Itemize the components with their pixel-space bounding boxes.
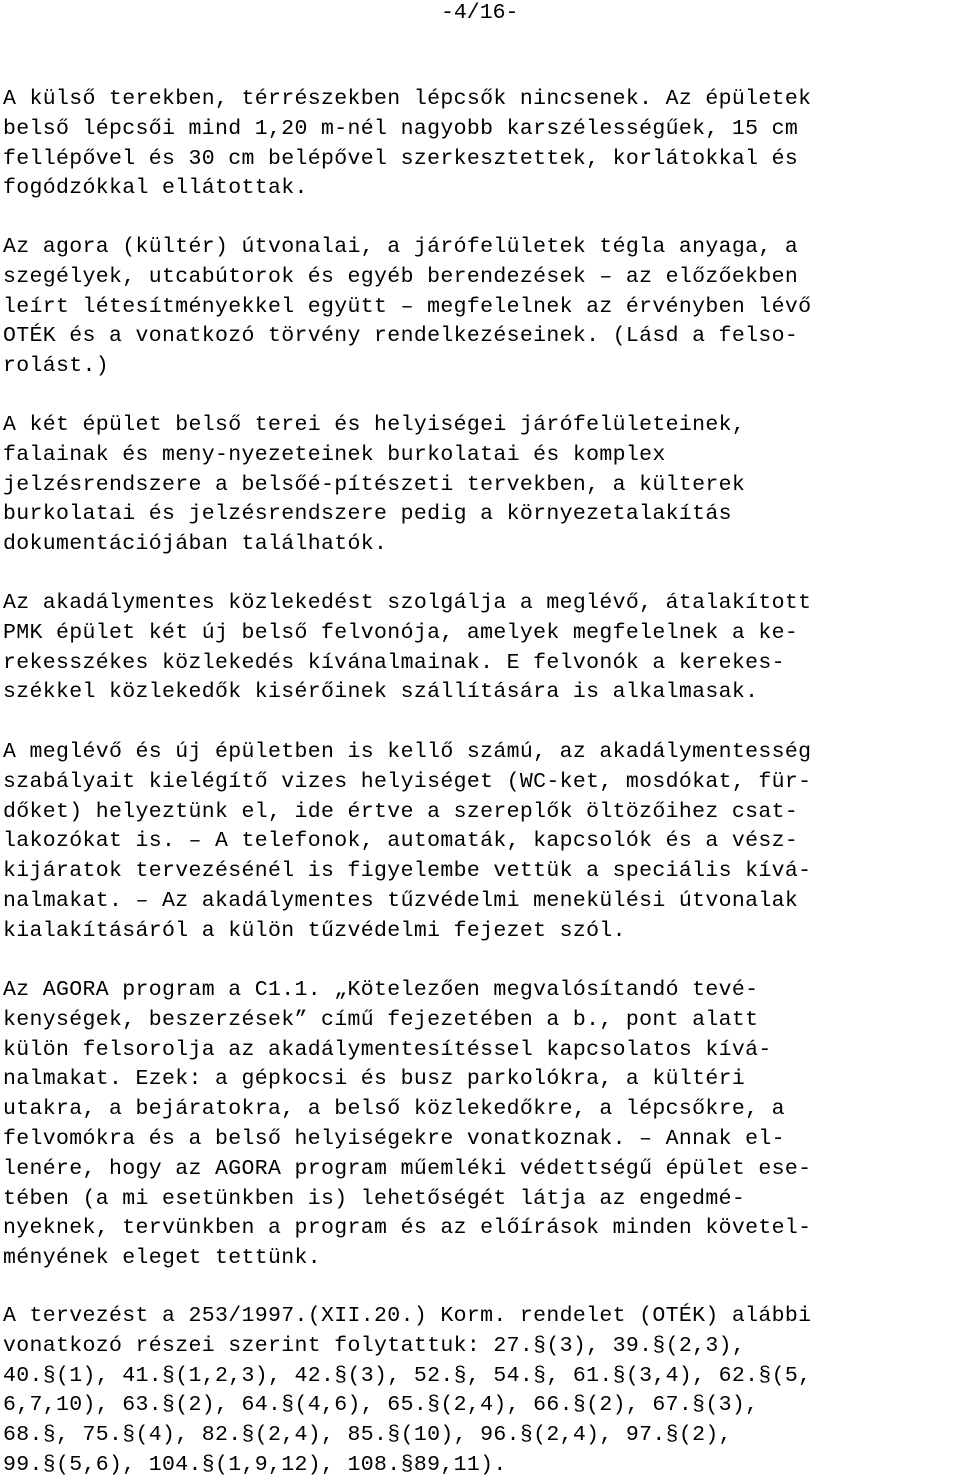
text-line: rolást.): [3, 354, 110, 379]
text-line: jelzésrendszere a belsőé-pítészeti tervekben, a külterek: [3, 472, 746, 497]
text-line: PMK épület két új belső felvonója, amelyek megfelelnek a ke-: [3, 620, 799, 645]
text-line: kialakításáról a külön tűzvédelmi fejezet szól.: [3, 918, 626, 943]
text-line: 40.§(1), 41.§(1,2,3), 42.§(3), 52.§, 54.§, 61.§(3,4), 62.§(5,: [3, 1363, 812, 1388]
text-line: leírt létesítményekkel együtt – megfelelnek az érvényben lévő: [3, 294, 812, 319]
text-line: vonatkozó részei szerint folytattuk: 27.§(3), 39.§(2,3),: [3, 1333, 746, 1358]
text-line: A két épület belső terei és helyiségei járófelületeinek,: [3, 413, 746, 437]
text-line: Az agora (kültér) útvonalai, a járófelületek tégla anyaga, a: [3, 235, 799, 259]
text-line: szabályait kielégítő vizes helyiséget (WC-ket, mosdókat, für-: [3, 769, 812, 794]
text-line: nalmakat. – Az akadálymentes tűzvédelmi menekülési útvonalak: [3, 888, 799, 913]
text-line: burkolatai és jelzésrendszere pedig a környezetalakítás: [3, 502, 732, 527]
paragraph-wet-rooms: [3, 738, 811, 947]
text-line: 68.§, 75.§(4), 82.§(2,4), 85.§(10), 96.§(2,4), 97.§(2),: [3, 1423, 732, 1448]
paragraph-interior-finishes: [3, 411, 745, 560]
text-line: szegélyek, utcabútorok és egyéb berendezések – az előzőekben: [3, 264, 799, 289]
text-line: székkel közlekedők kisérőinek szállítására is alkalmasak.: [3, 680, 759, 705]
text-line: kenységek, beszerzések” című fejezetében a b., pont alatt: [3, 1007, 759, 1032]
text-line: külön felsorolja az akadálymentesítéssel kapcsolatos kívá-: [3, 1037, 772, 1062]
text-line: tében (a mi esetünkben is) lehetőségét látja az engedmé-: [3, 1186, 746, 1211]
paragraph-agora-routes: [3, 233, 811, 382]
text-line: A külső terekben, térrészekben lépcsők nincsenek. Az épületek: [3, 87, 812, 111]
text-line: belső lépcsői mind 1,20 m-nél nagyobb karszélességűek, 15 cm: [3, 116, 799, 141]
text-line: fogódzókkal ellátottak.: [3, 176, 308, 201]
text-line: OTÉK és a vonatkozó törvény rendelkezéseinek. (Lásd a felso-: [3, 324, 799, 349]
text-line: nalmakat. Ezek: a gépkocsi és busz parkolókra, a kültéri: [3, 1067, 746, 1092]
text-line: fellépővel és 30 cm belépővel szerkesztettek, korlátokkal és: [3, 146, 799, 171]
text-line: ményének eleget tettünk.: [3, 1246, 322, 1271]
text-line: Az akadálymentes közlekedést szolgálja a meglévő, átalakított: [3, 591, 812, 615]
text-line: felvomókra és a belső helyiségekre vonatkoznak. – Annak el-: [3, 1126, 785, 1151]
text-line: 6,7,10), 63.§(2), 64.§(4,6), 65.§(2,4), 66.§(2), 67.§(3),: [3, 1393, 759, 1418]
text-line: A tervezést a 253/1997.(XII.20.) Korm. rendelet (OTÉK) alábbi: [3, 1304, 812, 1328]
page-number: -4/16-: [441, 1, 519, 25]
paragraph-otek-regulation: [3, 1302, 811, 1481]
text-line: nyeknek, tervünkben a program és az előírások minden követel-: [3, 1216, 812, 1241]
text-line: rekesszékes közlekedés kívánalmainak. E felvonók a kerekes-: [3, 650, 785, 675]
text-line: lakozókat is. – A telefonok, automaták, kapcsolók és a vész-: [3, 829, 799, 854]
text-line: utakra, a bejáratokra, a belső közlekedőkre, a lépcsőkre, a: [3, 1097, 785, 1122]
text-line: Az AGORA program a C1.1. „Kötelezően megvalósítandó tevé-: [3, 978, 759, 1002]
text-line: dokumentációjában találhatók.: [3, 532, 388, 557]
text-line: dőket) helyeztünk el, ide értve a szereplők öltözőihez csat-: [3, 799, 799, 824]
paragraph-stairs: [3, 85, 811, 204]
text-line: lenére, hogy az AGORA program műemléki védettségű épület ese-: [3, 1156, 812, 1181]
paragraph-agora-program: [3, 976, 811, 1274]
paragraph-elevators: [3, 589, 811, 708]
text-line: 99.§(5,6), 104.§(1,9,12), 108.§89,11).: [3, 1452, 507, 1477]
text-line: kijáratok tervezésénél is figyelembe vettük a speciális kívá-: [3, 859, 812, 884]
text-line: falainak és meny-nyezeteinek burkolatai és komplex: [3, 442, 666, 467]
text-line: A meglévő és új épületben is kellő számú, az akadálymentesség: [3, 740, 812, 764]
